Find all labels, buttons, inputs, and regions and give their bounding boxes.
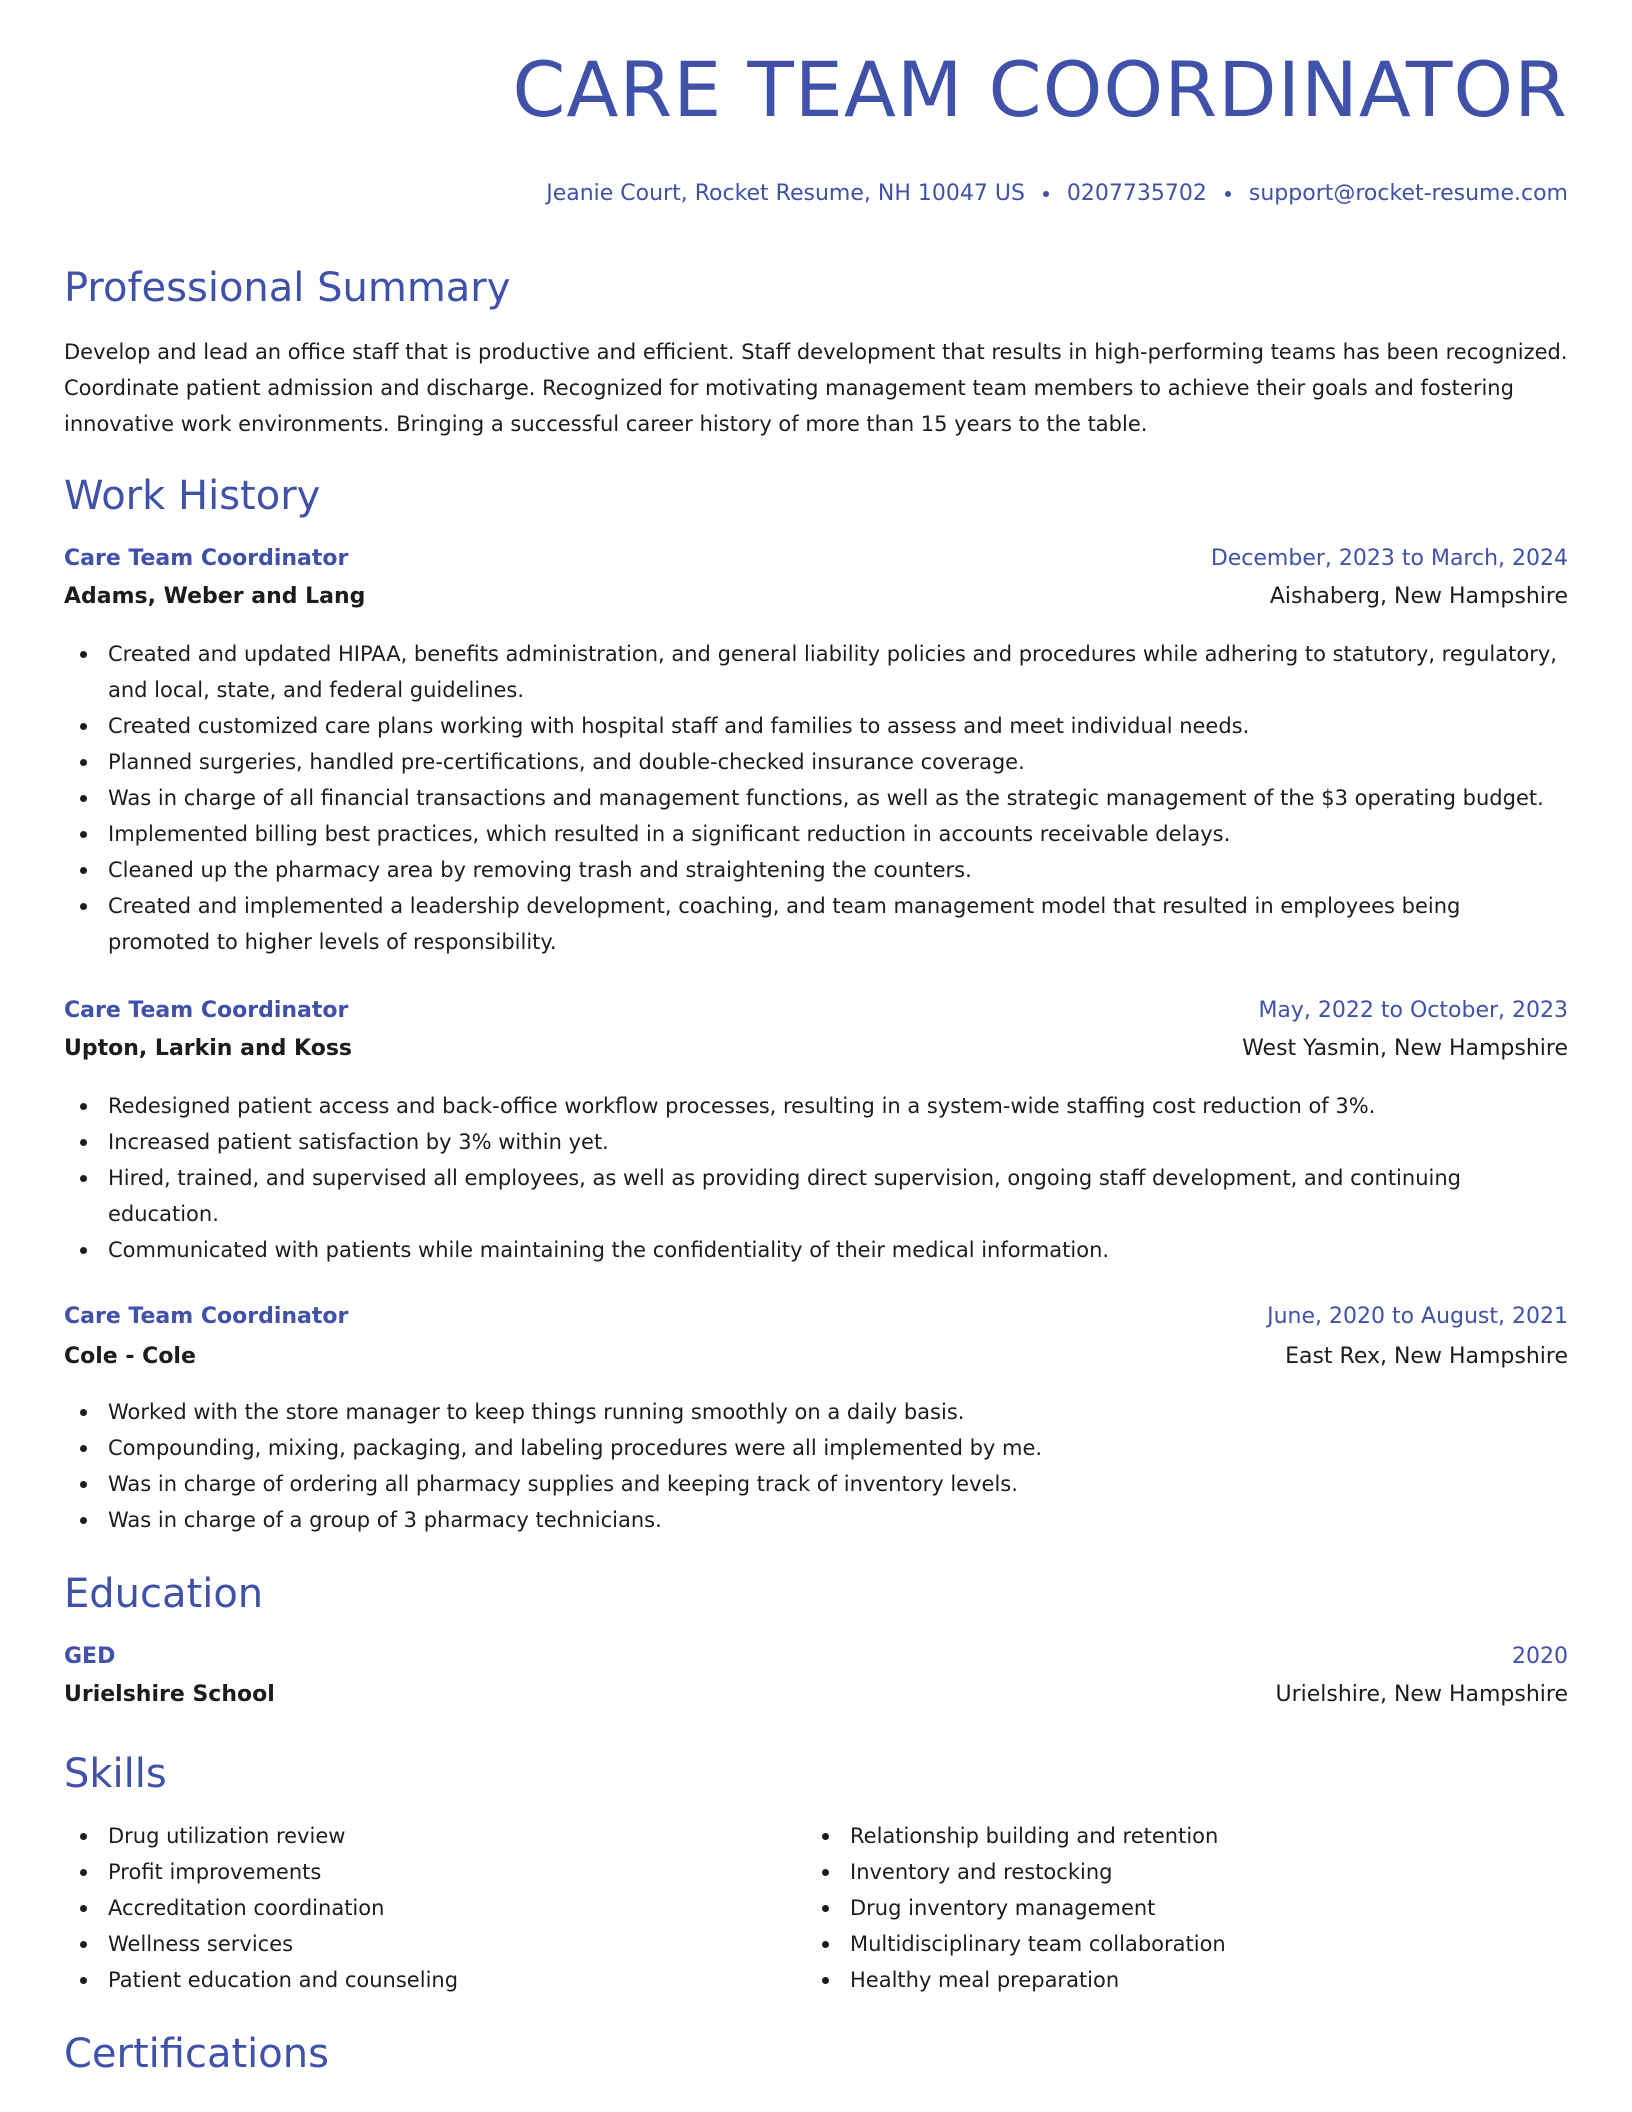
job-bullet: Created and implemented a leadership development, coaching, and team management model that resulted in employees being promoted to higher levels of responsibility.	[64, 888, 1568, 960]
job-company: Adams, Weber and Lang	[64, 584, 366, 609]
job-company-row	[64, 1036, 1568, 1066]
education-year: 2020	[1512, 1644, 1568, 1669]
job-bullet: Created customized care plans working with hospital staff and families to assess and meet individual needs.	[64, 708, 1568, 744]
education-heading: Education	[64, 1571, 264, 1617]
job-company-row	[64, 1344, 1568, 1374]
skill-item: Drug inventory management	[806, 1890, 1506, 1926]
skill-item: Multidisciplinary team collaboration	[806, 1926, 1506, 1962]
job-company: Cole - Cole	[64, 1344, 196, 1369]
summary-text: Develop and lead an office staff that is productive and efficient. Staff development that results in high-performing teams has been recognized. Coordinate patient admission and discharge. Recognized for motivating management team members to achieve their goals and fostering innovative work environments. Bringing a successful career history of more than 15 years to the table.	[64, 340, 1568, 436]
job-bullets	[64, 1088, 1568, 1268]
job-location: West Yasmin, New Hampshire	[1242, 1036, 1568, 1061]
job-bullet: Compounding, mixing, packaging, and labeling procedures were all implemented by me.	[64, 1430, 1568, 1466]
job-bullet: Hired, trained, and supervised all employees, as well as providing direct supervision, ongoing staff development, and continuing education.	[64, 1160, 1568, 1232]
education-degree: GED	[64, 1644, 116, 1669]
summary-heading: Professional Summary	[64, 265, 511, 311]
skill-item: Relationship building and retention	[806, 1818, 1506, 1854]
resume-name: CARE TEAM COORDINATOR	[512, 45, 1568, 134]
certifications-heading: Certifications	[64, 2031, 329, 2077]
job-company-row	[64, 584, 1568, 614]
skill-item: Profit improvements	[64, 1854, 764, 1890]
job-title: Care Team Coordinator	[64, 1304, 349, 1329]
job-title: Care Team Coordinator	[64, 998, 349, 1023]
job-title: Care Team Coordinator	[64, 546, 349, 571]
job-bullet: Increased patient satisfaction by 3% within yet.	[64, 1124, 1568, 1160]
job-location: East Rex, New Hampshire	[1285, 1344, 1568, 1369]
skill-item: Accreditation coordination	[64, 1890, 764, 1926]
skill-item: Healthy meal preparation	[806, 1962, 1506, 1998]
skill-item: Patient education and counseling	[64, 1962, 764, 1998]
skills-heading: Skills	[64, 1751, 167, 1797]
separator-dot	[1225, 191, 1231, 197]
job-title-row	[64, 998, 1568, 1028]
skills-list-right	[806, 1818, 1506, 1998]
job-bullet: Communicated with patients while maintaining the confidentiality of their medical information.	[64, 1232, 1568, 1268]
education-school-row	[64, 1682, 1568, 1712]
job-dates: June, 2020 to August, 2021	[1267, 1304, 1568, 1329]
job-location: Aishaberg, New Hampshire	[1269, 584, 1568, 609]
contact-email: support@rocket-resume.com	[1248, 181, 1568, 206]
skill-item: Inventory and restocking	[806, 1854, 1506, 1890]
contact-address: Jeanie Court, Rocket Resume, NH 10047 US	[546, 181, 1025, 206]
job-bullets	[64, 636, 1568, 960]
resume-page	[64, 0, 1568, 2112]
job-company: Upton, Larkin and Koss	[64, 1036, 353, 1061]
job-bullet: Created and updated HIPAA, benefits administration, and general liability policies and procedures while adhering to statutory, regulatory, and local, state, and federal guidelines.	[64, 636, 1568, 708]
job-bullet: Was in charge of all financial transactions and management functions, as well as the strategic management of the $3 operating budget.	[64, 780, 1568, 816]
work-history-heading: Work History	[64, 473, 321, 519]
job-dates: December, 2023 to March, 2024	[1210, 546, 1568, 571]
job-bullet: Was in charge of a group of 3 pharmacy technicians.	[64, 1502, 1568, 1538]
job-bullet: Cleaned up the pharmacy area by removing trash and straightening the counters.	[64, 852, 1568, 888]
skill-item: Drug utilization review	[64, 1818, 764, 1854]
education-title-row	[64, 1644, 1568, 1674]
contact-line	[546, 181, 1568, 206]
job-dates: May, 2022 to October, 2023	[1258, 998, 1568, 1023]
job-bullet: Was in charge of ordering all pharmacy supplies and keeping track of inventory levels.	[64, 1466, 1568, 1502]
education-location: Urielshire, New Hampshire	[1275, 1682, 1568, 1707]
job-bullet: Worked with the store manager to keep things running smoothly on a daily basis.	[64, 1394, 1568, 1430]
education-school: Urielshire School	[64, 1682, 275, 1707]
job-bullets	[64, 1394, 1568, 1538]
skill-item: Wellness services	[64, 1926, 764, 1962]
contact-phone: 0207735702	[1066, 181, 1207, 206]
skills-list-left	[64, 1818, 764, 1998]
job-bullet: Implemented billing best practices, which resulted in a significant reduction in accounts receivable delays.	[64, 816, 1568, 852]
job-title-row	[64, 1304, 1568, 1334]
job-bullet: Planned surgeries, handled pre-certifications, and double-checked insurance coverage.	[64, 744, 1568, 780]
separator-dot	[1043, 191, 1049, 197]
job-title-row	[64, 546, 1568, 576]
job-bullet: Redesigned patient access and back-office workflow processes, resulting in a system-wide staffing cost reduction of 3%.	[64, 1088, 1568, 1124]
